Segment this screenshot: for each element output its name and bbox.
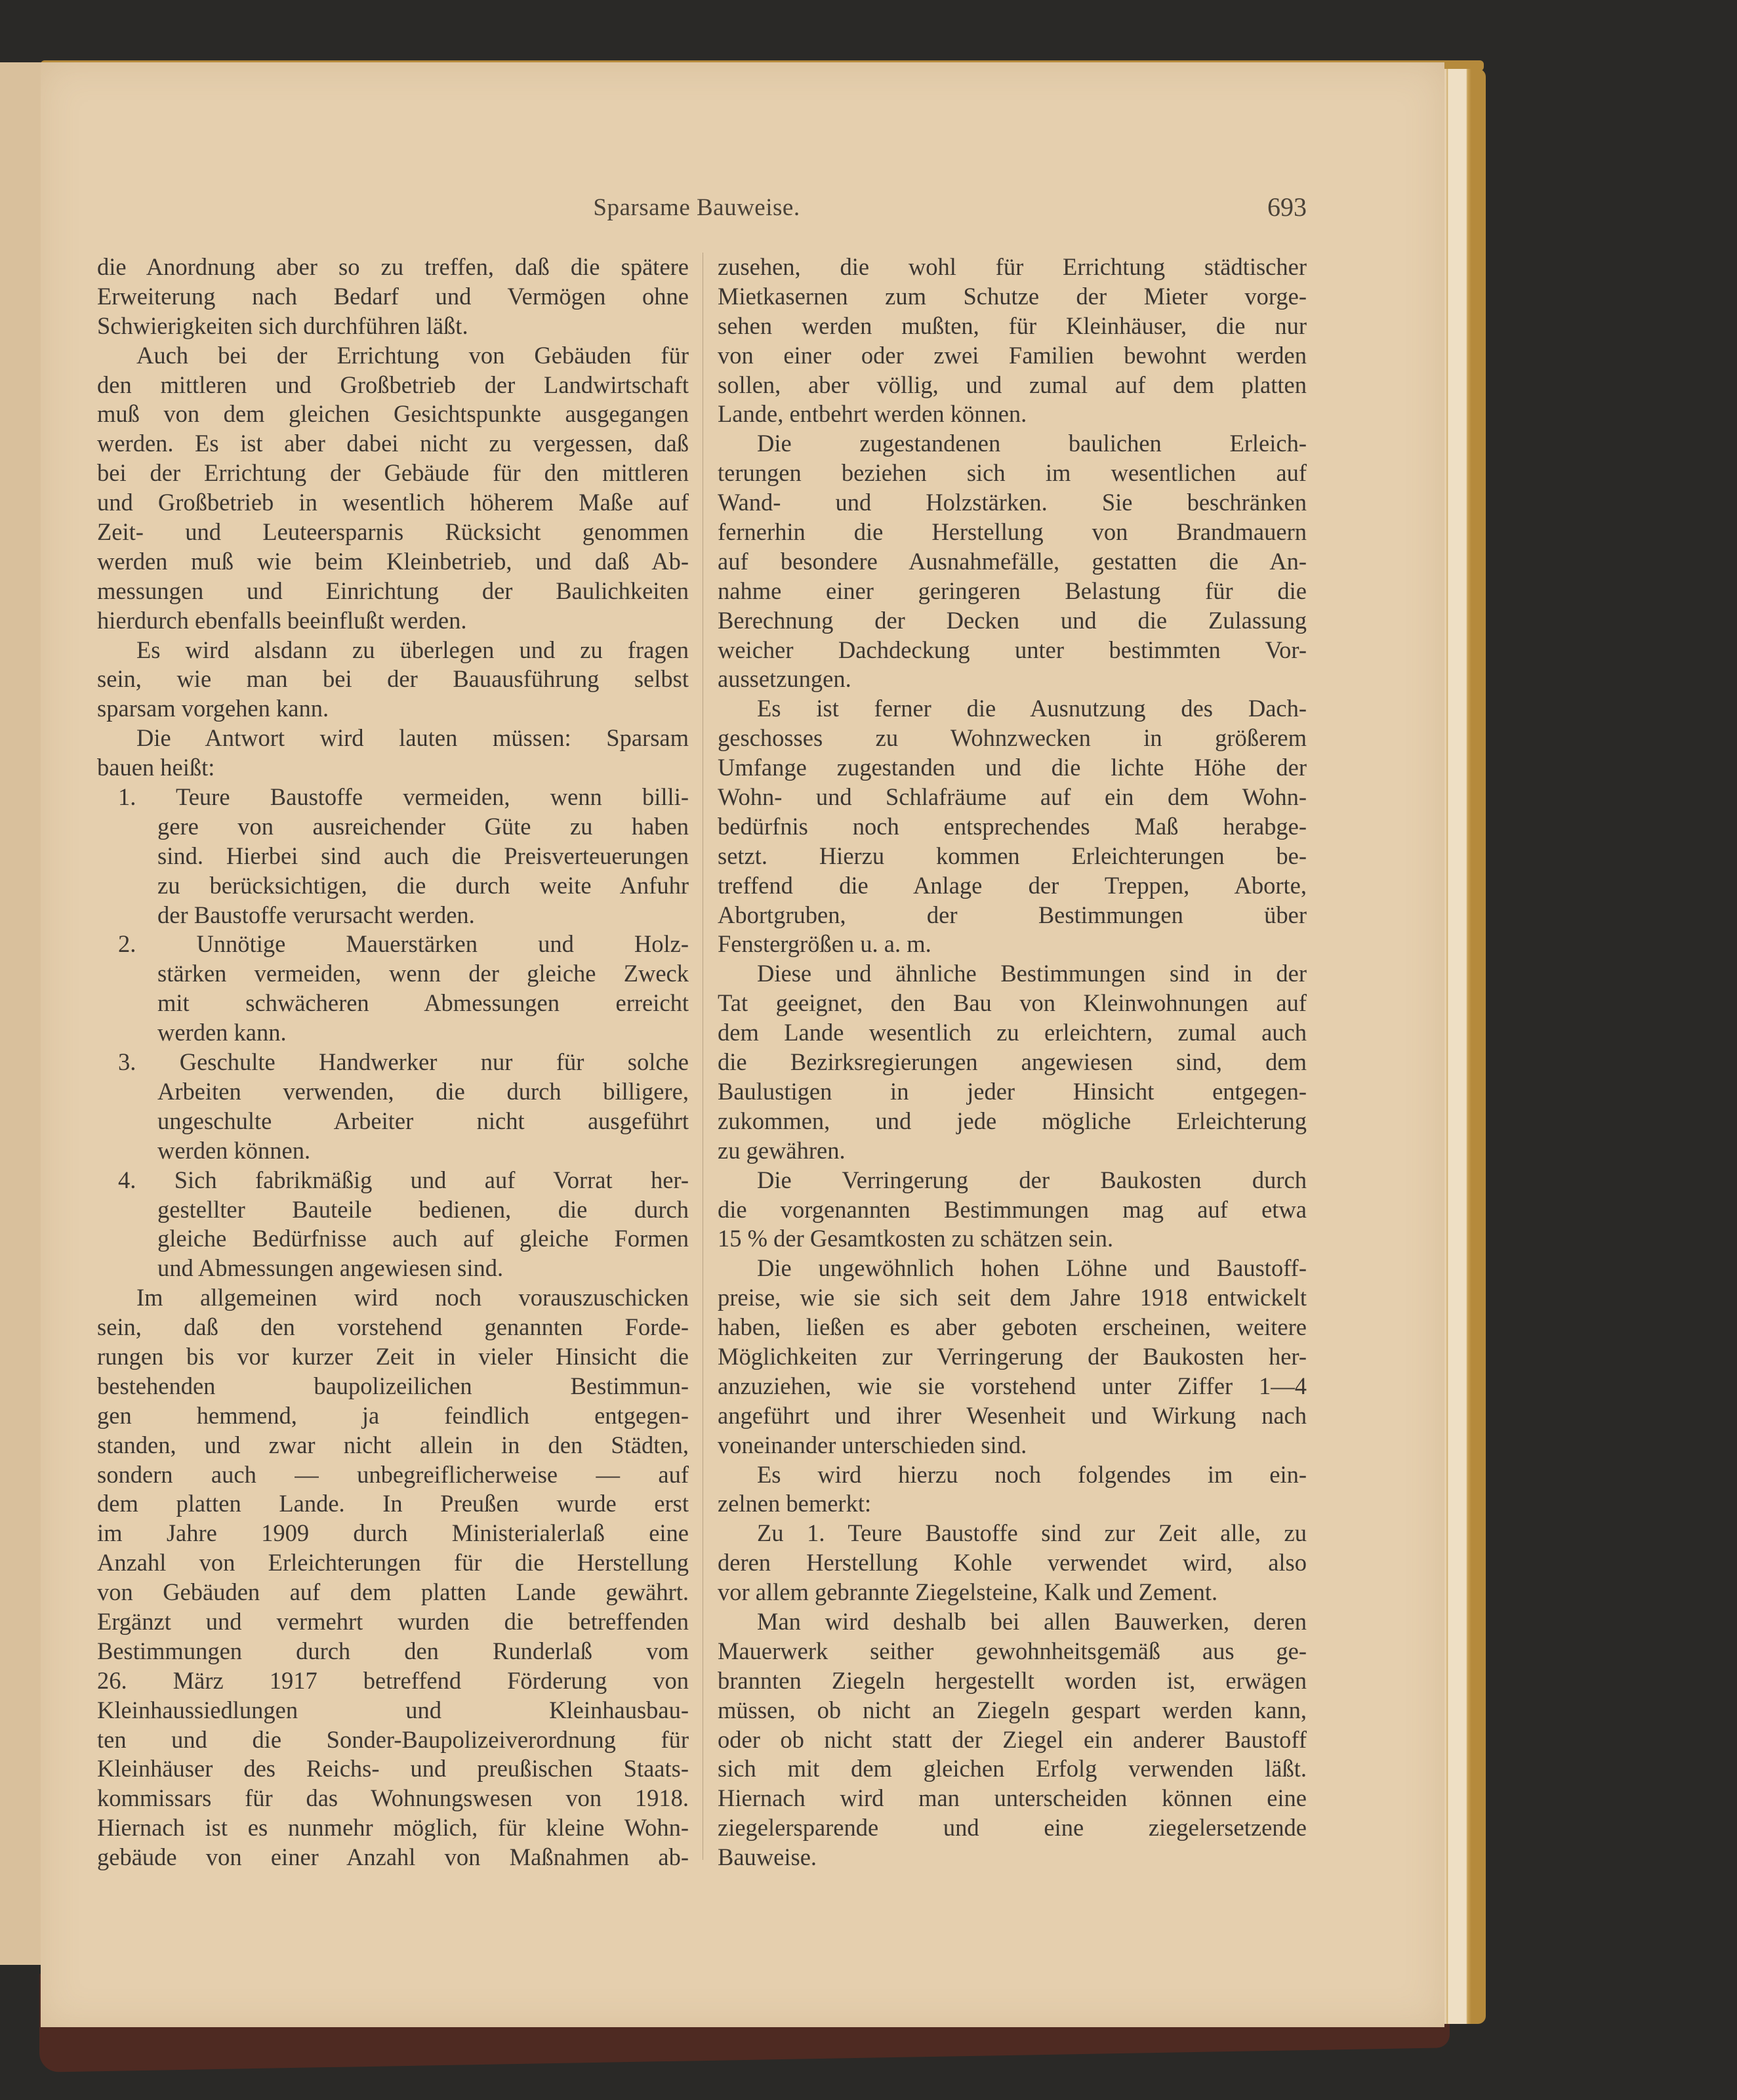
text-line: im Jahre 1909 durch Ministerialerlaß eine bbox=[97, 1519, 689, 1547]
text-line: Wohn- und Schlafräume auf ein dem Wohn- bbox=[718, 783, 1307, 811]
text-line: weicher Dachdeckung unter bestimmten Vor- bbox=[718, 636, 1307, 663]
text-line: Auch bei der Errichtung von Gebäuden für bbox=[136, 341, 689, 369]
text-line: Tat geeignet, den Bau von Kleinwohnungen auf bbox=[718, 989, 1307, 1017]
text-line: Es wird alsdann zu überlegen und zu fragen bbox=[136, 636, 689, 663]
text-line: sein, wie man bei der Bauausführung selbst bbox=[97, 665, 689, 693]
text-line: die vorgenannten Bestimmungen mag auf etwa bbox=[718, 1195, 1307, 1223]
text-line: setzt. Hierzu kommen Erleichterungen be- bbox=[718, 842, 1307, 869]
text-line: Ergänzt und vermehrt wurden die betreffenden bbox=[97, 1607, 689, 1635]
text-line: Arbeiten verwenden, die durch billigere, bbox=[157, 1077, 689, 1105]
text-line: aussetzungen. bbox=[718, 665, 851, 693]
text-line: terungen beziehen sich im wesentlichen auf bbox=[718, 459, 1307, 487]
text-line: und Abmessungen angewiesen sind. bbox=[157, 1254, 504, 1282]
text-line: muß von dem gleichen Gesichtspunkte ausgegangen bbox=[97, 400, 689, 428]
text-line: bestehenden baupolizeilichen Bestimmun- bbox=[97, 1372, 689, 1399]
text-line: stärken vermeiden, wenn der gleiche Zweck bbox=[157, 960, 689, 987]
text-line: sondern auch — unbegreiflicherweise — auf bbox=[97, 1460, 689, 1488]
list-item-line: 1. Teure Baustoffe vermeiden, wenn billi- bbox=[118, 783, 689, 811]
running-title: Sparsame Bauweise. bbox=[593, 194, 800, 221]
text-line: Lande, entbehrt werden können. bbox=[718, 400, 1027, 428]
text-line: geschosses zu Wohnzwecken in größerem bbox=[718, 724, 1307, 752]
text-line: Es wird hierzu noch folgendes im ein- bbox=[757, 1460, 1307, 1488]
text-line: zukommen, und jede mögliche Erleichterung bbox=[718, 1107, 1307, 1134]
text-line: treffend die Anlage der Treppen, Aborte, bbox=[718, 871, 1307, 899]
text-line: Erweiterung nach Bedarf und Vermögen ohne bbox=[97, 282, 689, 310]
text-line: Baulustigen in jeder Hinsicht entgegen- bbox=[718, 1077, 1307, 1105]
text-line: Berechnung der Decken und die Zulassung bbox=[718, 606, 1307, 634]
text-line: ziegelersparende und eine ziegelersetzende bbox=[718, 1814, 1307, 1842]
text-line: bedürfnis noch entsprechendes Maß herabge- bbox=[718, 812, 1307, 840]
text-line: die Bezirksregierungen angewiesen sind, dem bbox=[718, 1048, 1307, 1076]
text-line: und Großbetrieb in wesentlich höherem Maße auf bbox=[97, 489, 689, 516]
text-line: Abortgruben, der Bestimmungen über bbox=[718, 901, 1307, 928]
text-line: Zeit- und Leuteersparnis Rücksicht genommen bbox=[97, 518, 689, 546]
text-line: bei der Errichtung der Gebäude für den mittleren bbox=[97, 459, 689, 487]
text-line: der Baustoffe verursacht werden. bbox=[157, 901, 475, 928]
text-line: Wand- und Holzstärken. Sie beschränken bbox=[718, 489, 1307, 516]
list-item-line: 3. Geschulte Handwerker nur für solche bbox=[118, 1048, 689, 1076]
text-line: Umfange zugestanden und die lichte Höhe der bbox=[718, 754, 1307, 781]
text-line: Schwierigkeiten sich durchführen läßt. bbox=[97, 312, 468, 339]
text-line: zu gewähren. bbox=[718, 1136, 846, 1164]
text-line: Die ungewöhnlich hohen Löhne und Baustoff- bbox=[757, 1254, 1307, 1282]
text-line: Möglichkeiten zur Verringerung der Baukosten her- bbox=[718, 1342, 1307, 1370]
text-line: 15 % der Gesamtkosten zu schätzen sein. bbox=[718, 1225, 1114, 1252]
text-line: Bauweise. bbox=[718, 1843, 817, 1871]
text-line: gleiche Bedürfnisse auch auf gleiche Formen bbox=[157, 1225, 689, 1252]
text-line: Bestimmungen durch den Runderlaß vom bbox=[97, 1637, 689, 1664]
text-line: sehen werden mußten, für Kleinhäuser, die nur bbox=[718, 312, 1307, 339]
text-line: gen hemmend, ja feindlich entgegen- bbox=[97, 1401, 689, 1429]
text-line: gestellter Bauteile bedienen, die durch bbox=[157, 1195, 689, 1223]
text-line: Anzahl von Erleichterungen für die Herstellung bbox=[97, 1549, 689, 1576]
text-line: nahme einer geringeren Belastung für die bbox=[718, 577, 1307, 604]
text-line: brannten Ziegeln hergestellt worden ist, erwägen bbox=[718, 1666, 1307, 1694]
text-line: Fenstergrößen u. a. m. bbox=[718, 930, 931, 958]
text-line: gebäude von einer Anzahl von Maßnahmen ab- bbox=[97, 1843, 689, 1871]
text-line: zusehen, die wohl für Errichtung städtischer bbox=[718, 253, 1307, 280]
text-line: mit schwächeren Abmessungen erreicht bbox=[157, 989, 689, 1017]
text-line: zelnen bemerkt: bbox=[718, 1490, 872, 1517]
text-line: bauen heißt: bbox=[97, 754, 215, 781]
list-item-line: 2. Unnötige Mauerstärken und Holz- bbox=[118, 930, 689, 958]
text-line: werden. Es ist aber dabei nicht zu vergessen, daß bbox=[97, 430, 689, 457]
text-line: haben, ließen es aber geboten erscheinen, weitere bbox=[718, 1313, 1307, 1341]
text-line: preise, wie sie sich seit dem Jahre 1918 entwickelt bbox=[718, 1284, 1307, 1311]
left-text-column bbox=[97, 253, 689, 1872]
text-line: Hiernach wird man unterscheiden können eine bbox=[718, 1784, 1307, 1812]
text-line: den mittleren und Großbetrieb der Landwirtschaft bbox=[97, 371, 689, 398]
text-line: standen, und zwar nicht allein in den Städten, bbox=[97, 1431, 689, 1458]
text-line: ten und die Sonder-Baupolizeiverordnung für bbox=[97, 1725, 689, 1753]
text-line: Kleinhäuser des Reichs- und preußischen Staats- bbox=[97, 1755, 689, 1782]
text-line: Zu 1. Teure Baustoffe sind zur Zeit alle, zu bbox=[757, 1519, 1307, 1547]
page-number: 693 bbox=[1267, 192, 1307, 222]
text-line: 26. März 1917 betreffend Förderung von bbox=[97, 1666, 689, 1694]
text-line: angeführt und ihrer Wesenheit und Wirkung nach bbox=[718, 1401, 1307, 1429]
text-line: Mietkasernen zum Schutze der Mieter vorge- bbox=[718, 282, 1307, 310]
text-line: dem platten Lande. In Preußen wurde erst bbox=[97, 1490, 689, 1517]
text-line: Mauerwerk seither gewohnheitsgemäß aus ge- bbox=[718, 1637, 1307, 1664]
text-line: werden können. bbox=[157, 1136, 311, 1164]
text-line: deren Herstellung Kohle verwendet wird, also bbox=[718, 1549, 1307, 1576]
text-line: sind. Hierbei sind auch die Preisverteuerungen bbox=[157, 842, 689, 869]
text-line: messungen und Einrichtung der Baulichkeiten bbox=[97, 577, 689, 604]
text-line: kommissars für das Wohnungswesen von 1918. bbox=[97, 1784, 689, 1812]
text-line: Diese und ähnliche Bestimmungen sind in der bbox=[757, 960, 1307, 987]
text-line: Kleinhaussiedlungen und Kleinhausbau- bbox=[97, 1696, 689, 1723]
text-line: Die Verringerung der Baukosten durch bbox=[757, 1166, 1307, 1193]
text-line: vor allem gebrannte Ziegelsteine, Kalk und Zement. bbox=[718, 1578, 1218, 1606]
text-line: Die Antwort wird lauten müssen: Sparsam bbox=[136, 724, 689, 752]
text-line: auf besondere Ausnahmefälle, gestatten die An- bbox=[718, 547, 1307, 575]
text-line: Es ist ferner die Ausnutzung des Dach- bbox=[757, 695, 1307, 722]
text-line: Hiernach ist es nunmehr möglich, für kleine Wohn- bbox=[97, 1814, 689, 1842]
text-line: rungen bis vor kurzer Zeit in vieler Hinsicht die bbox=[97, 1342, 689, 1370]
text-line: fernerhin die Herstellung von Brandmauern bbox=[718, 518, 1307, 546]
page-stack-edge bbox=[1440, 69, 1486, 2024]
text-line: zu berücksichtigen, die durch weite Anfuhr bbox=[157, 871, 689, 899]
text-line: sparsam vorgehen kann. bbox=[97, 695, 329, 722]
text-line: müssen, ob nicht an Ziegeln gespart werden kann, bbox=[718, 1696, 1307, 1723]
right-text-column bbox=[718, 253, 1307, 1872]
text-line: anzuziehen, wie sie vorstehend unter Ziffer 1—4 bbox=[718, 1372, 1307, 1399]
text-line: die Anordnung aber so zu treffen, daß die spätere bbox=[97, 253, 689, 280]
list-item-line: 4. Sich fabrikmäßig und auf Vorrat her- bbox=[118, 1166, 689, 1193]
text-line: werden kann. bbox=[157, 1019, 287, 1046]
text-line: sollen, aber völlig, und zumal auf dem platten bbox=[718, 371, 1307, 398]
text-line: dem Lande wesentlich zu erleichtern, zumal auch bbox=[718, 1019, 1307, 1046]
text-line: Im allgemeinen wird noch vorauszuschicken bbox=[136, 1284, 689, 1311]
text-line: gere von ausreichender Güte zu haben bbox=[157, 812, 689, 840]
text-line: oder ob nicht statt der Ziegel ein anderer Baustoff bbox=[718, 1725, 1307, 1753]
text-line: von einer oder zwei Familien bewohnt werden bbox=[718, 341, 1307, 369]
text-line: sein, daß den vorstehend genannten Forde- bbox=[97, 1313, 689, 1341]
text-line: voneinander unterschieden sind. bbox=[718, 1431, 1027, 1458]
text-line: ungeschulte Arbeiter nicht ausgeführt bbox=[157, 1107, 689, 1134]
text-line: Man wird deshalb bei allen Bauwerken, deren bbox=[757, 1607, 1307, 1635]
text-line: von Gebäuden auf dem platten Lande gewährt. bbox=[97, 1578, 689, 1606]
text-line: hierdurch ebenfalls beeinflußt werden. bbox=[97, 606, 467, 634]
text-line: sich mit dem gleichen Erfolg verwenden läßt. bbox=[718, 1755, 1307, 1782]
text-line: Die zugestandenen baulichen Erleich- bbox=[757, 430, 1307, 457]
previous-page-edge bbox=[0, 62, 43, 1965]
text-line: werden muß wie beim Kleinbetrieb, und daß Ab- bbox=[97, 547, 689, 575]
